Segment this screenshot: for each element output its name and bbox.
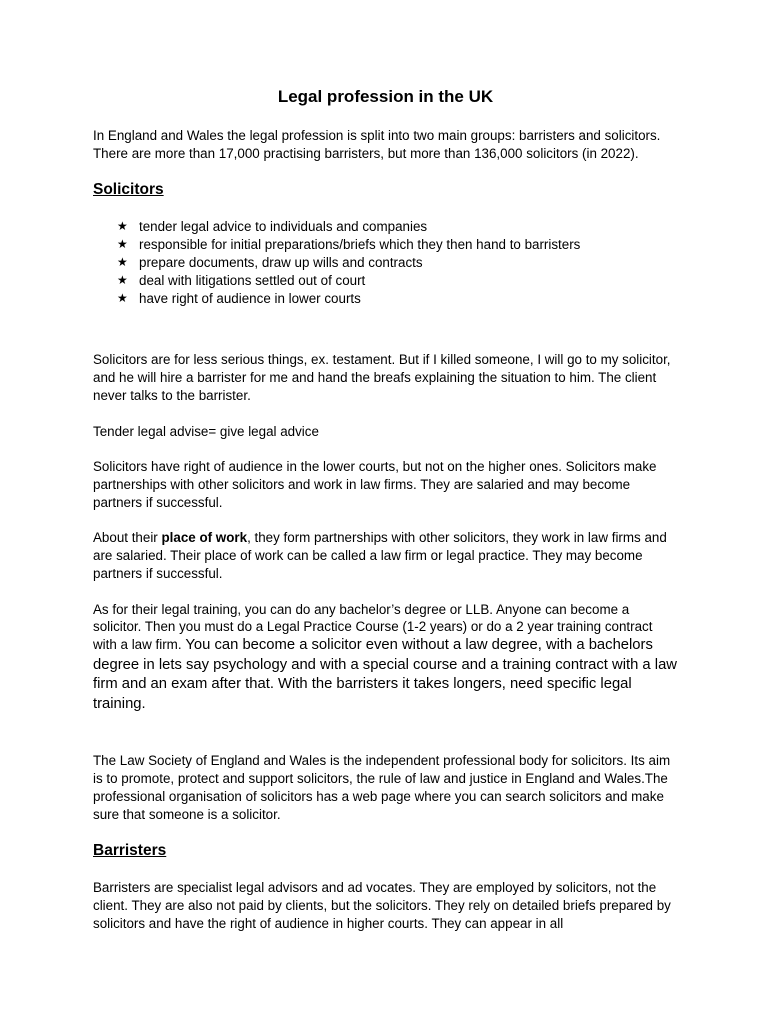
document-content — [93, 86, 678, 950]
list-item-text: have right of audience in lower courts — [139, 290, 361, 306]
star-icon: ★ — [117, 290, 128, 305]
intro-paragraph: In England and Wales the legal profession is split into two main groups: barristers and solicitors. There are more than 17,000 practising barristers, but more than 136,000 solicitors (in 2022). — [93, 128, 661, 161]
list-item — [117, 254, 678, 272]
list-item — [117, 272, 678, 290]
solicitors-duties-list — [93, 218, 678, 307]
place-of-work-bold: place of work — [161, 530, 248, 546]
solicitors-paragraph-1: Solicitors are for less serious things, ex. testament. But if I killed someone, I will go to my solicitor, and he will hire a barrister for me and hand the breafs explaining the situation to him. The client never talks to the barrister. — [93, 352, 671, 403]
list-item-text: prepare documents, draw up wills and contracts — [139, 254, 423, 270]
paragraph-text: As for their legal training, you can do any bachelor’s degree or LLB. Anyone can become a solicitor. Then you must do a Legal Practice Course (1-2 years) or do a 2 year training contract with a law firm. — [93, 601, 653, 653]
solicitors-heading: Solicitors — [93, 181, 164, 199]
star-icon: ★ — [117, 219, 128, 234]
list-item-text: deal with litigations settled out of court — [139, 272, 366, 288]
list-item — [117, 290, 678, 308]
list-item — [117, 218, 678, 236]
paragraph-text-large: You can become a solicitor even without a law degree, with a bachelors degree in lets say psychology and with a special course and a training contract with a law firm and an exam after that. With the barristers it takes longers, need specific legal training. — [93, 637, 677, 712]
solicitors-paragraph-3: Solicitors have right of audience in the lower courts, but not on the higher ones. Solicitors make partnerships with other solicitors and work in law firms. They are salaried and may become partners if successful. — [93, 459, 657, 510]
star-icon: ★ — [117, 254, 128, 269]
solicitors-paragraph-4 — [93, 529, 678, 582]
paragraph-text: About their — [93, 530, 162, 546]
list-item — [117, 236, 678, 254]
law-society-paragraph: The Law Society of England and Wales is the independent professional body for solicitors. Its aim is to promote, protect and support solicitors, the rule of law and justice in England and Wales.The professional organisation of solicitors has a web page where you can search solicitors and make sure that someone is a solicitor. — [93, 753, 671, 822]
star-icon: ★ — [117, 272, 128, 287]
paragraph-text: , they form partnerships with other solicitors, they work in law firms and are salaried. Their place of work can be called a law firm or legal practice. They may become partners if successful. — [93, 530, 667, 581]
list-item-text: tender legal advice to individuals and companies — [139, 219, 428, 235]
barristers-heading: Barristers — [93, 842, 167, 860]
barristers-paragraph-1: Barristers are specialist legal advisors and ad vocates. They are employed by solicitors, not the client. They are also not paid by clients, but the solicitors. They rely on detailed briefs prepared by solicitors and have the right of audience in higher courts. They can appear in all — [93, 880, 671, 931]
solicitors-paragraph-2: Tender legal advise= give legal advice — [93, 423, 319, 439]
document-title: Legal profession in the UK — [277, 87, 494, 106]
solicitors-paragraph-5 — [93, 601, 678, 715]
list-item-text: responsible for initial preparations/briefs which they then hand to barristers — [139, 237, 581, 253]
star-icon: ★ — [117, 237, 128, 252]
